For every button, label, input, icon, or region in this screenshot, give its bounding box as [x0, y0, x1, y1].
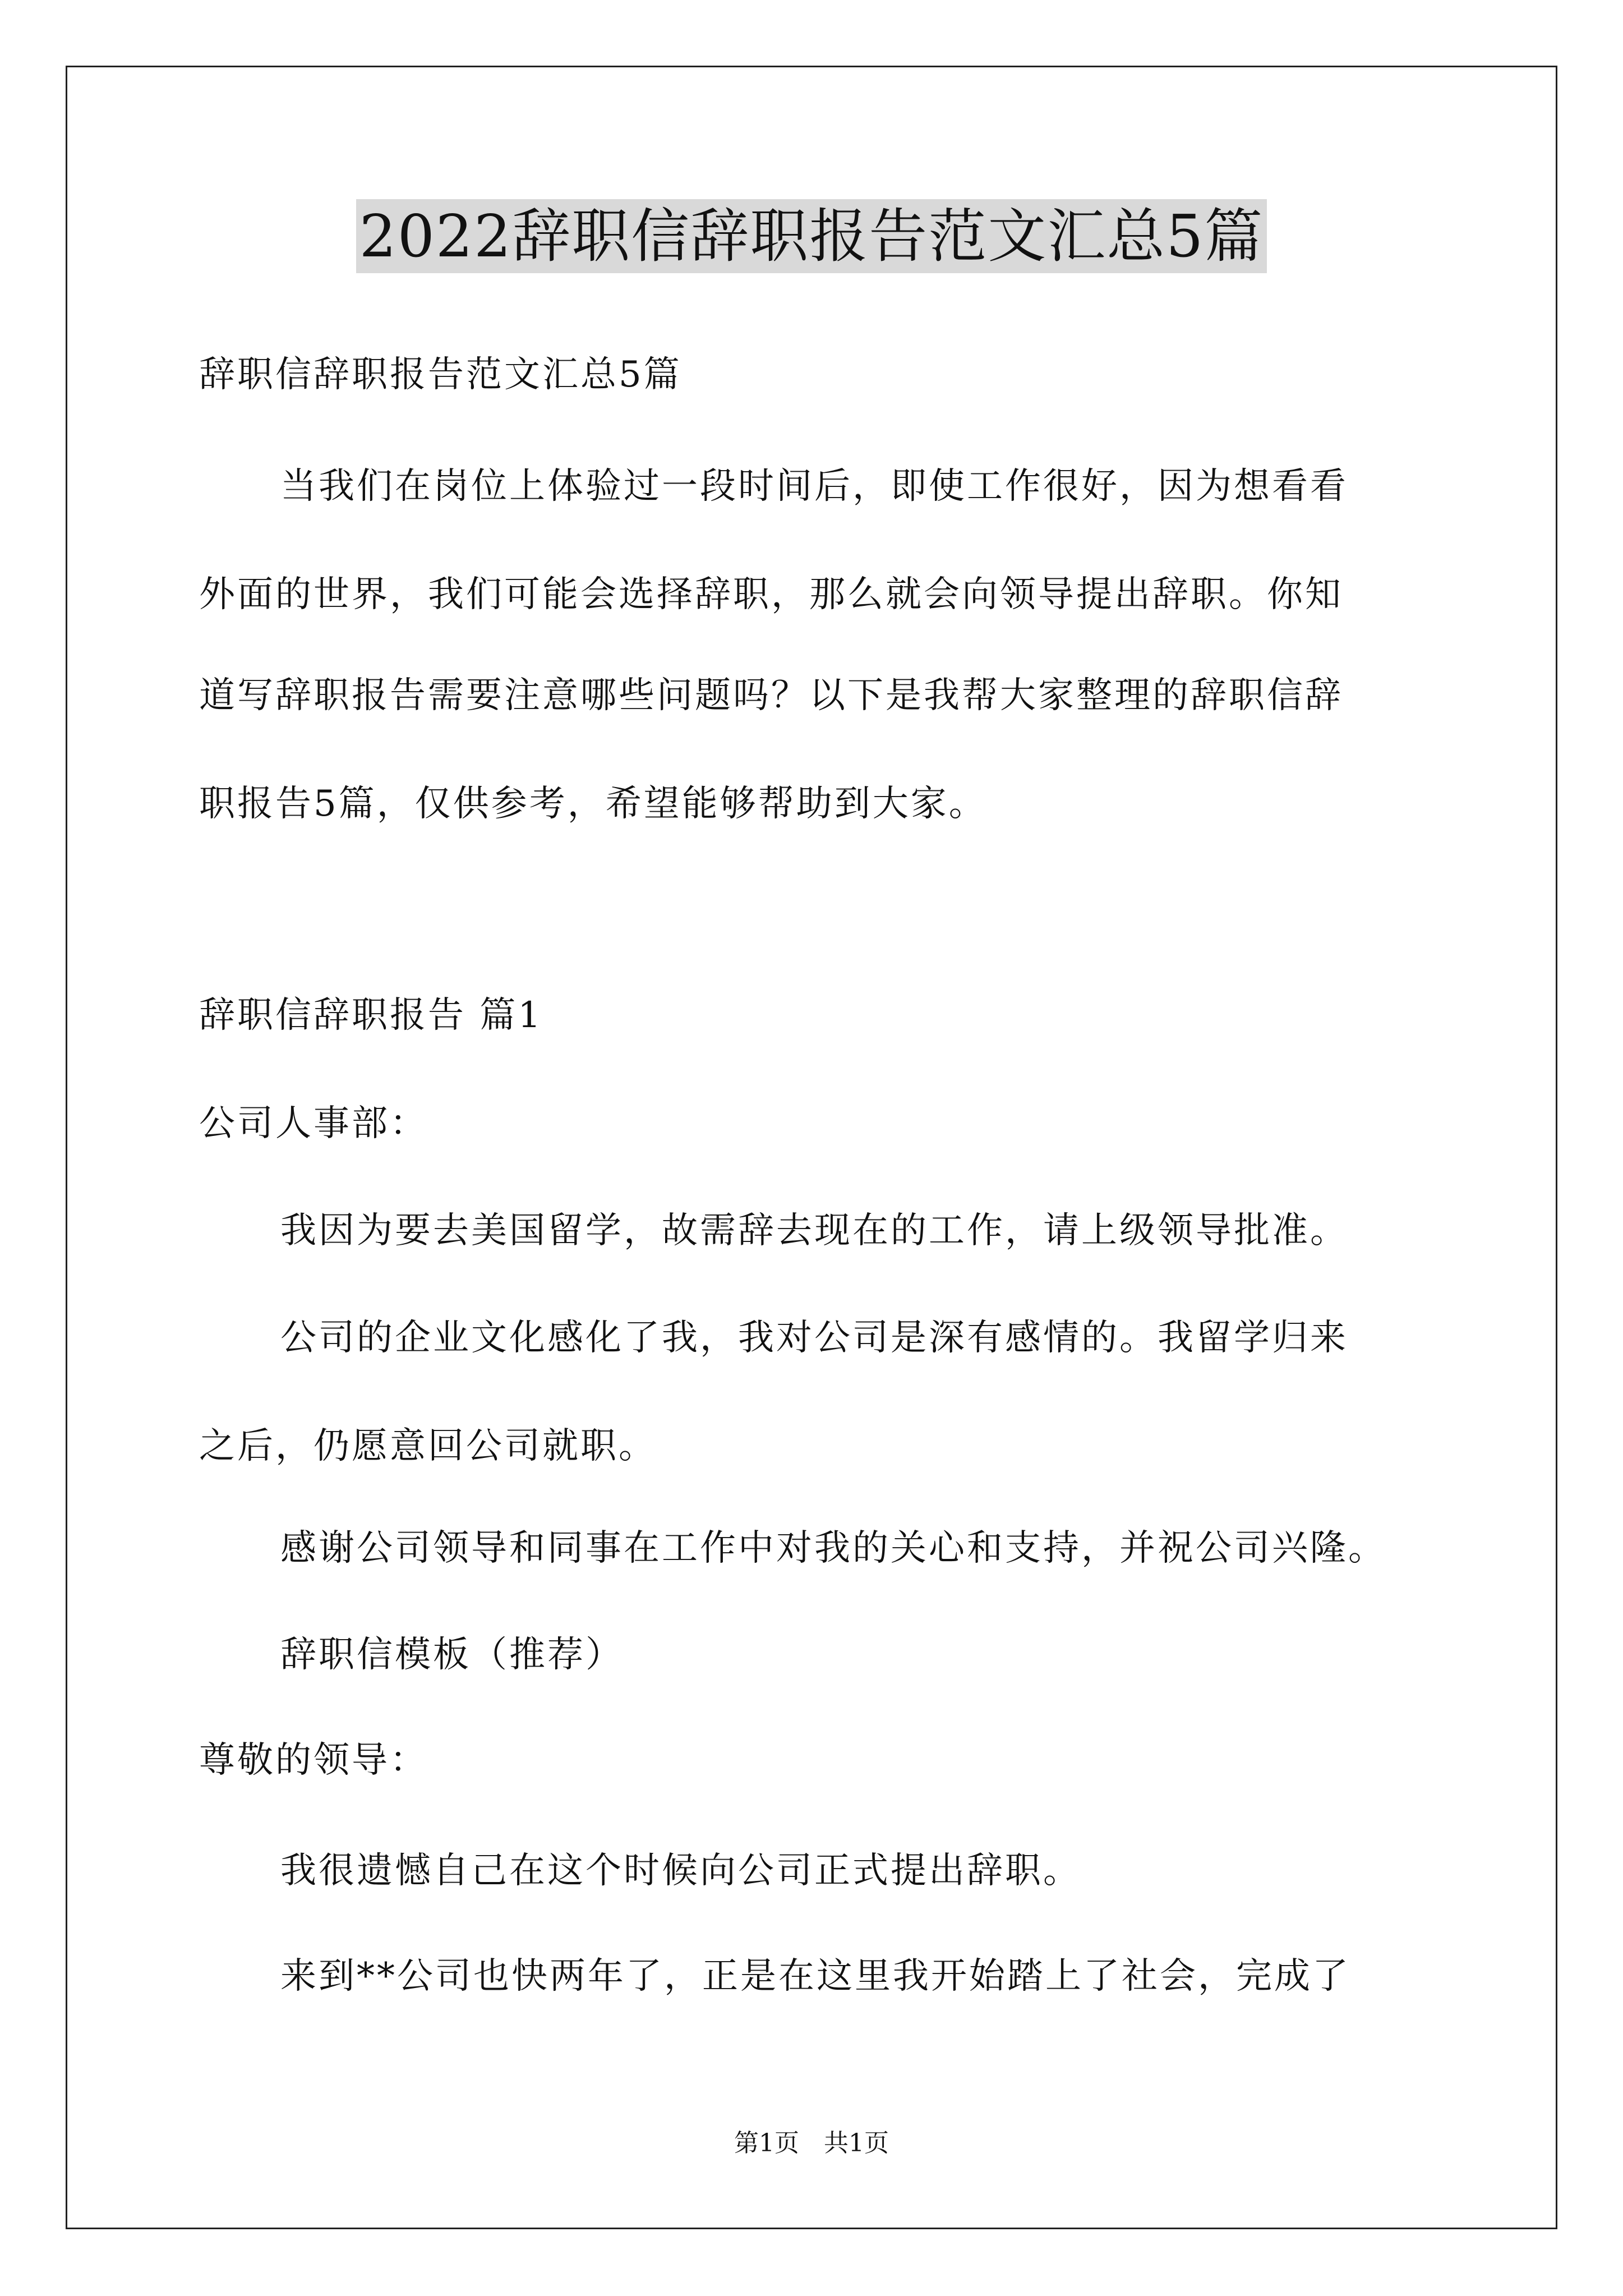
paragraph-line: 感谢公司领导和同事在工作中对我的关心和支持，并祝公司兴隆。 — [280, 1527, 1386, 1569]
salutation-line: 公司人事部： — [199, 1103, 428, 1144]
page-footer: 第1页 共1页 — [734, 2129, 889, 2157]
title-container — [0, 199, 1623, 273]
paragraph-line: 之后，仍愿意回公司就职。 — [199, 1425, 657, 1467]
salutation-line: 尊敬的领导： — [199, 1740, 428, 1781]
section-heading: 辞职信辞职报告 篇1 — [199, 995, 543, 1036]
paragraph-line: 外面的世界，我们可能会选择辞职，那么就会向领导提出辞职。你知 — [199, 574, 1343, 615]
paragraph-line: 我因为要去美国留学，故需辞去现在的工作，请上级领导批准。 — [280, 1210, 1348, 1251]
subheading-line: 辞职信模板（推荐） — [280, 1634, 624, 1676]
paragraph-line: 来到**公司也快两年了，正是在这里我开始踏上了社会，完成了 — [280, 1955, 1350, 1997]
subtitle-line: 辞职信辞职报告范文汇总5篇 — [199, 354, 682, 395]
paragraph-line: 道写辞职报告需要注意哪些问题吗？以下是我帮大家整理的辞职信辞 — [199, 675, 1343, 716]
document-title: 2022辞职信辞职报告范文汇总5篇 — [356, 199, 1267, 273]
paragraph-line: 职报告5篇，仅供参考，希望能够帮助到大家。 — [199, 783, 987, 825]
paragraph-line: 公司的企业文化感化了我，我对公司是深有感情的。我留学归来 — [280, 1317, 1348, 1359]
paragraph-line: 我很遗憾自己在这个时候向公司正式提出辞职。 — [280, 1850, 1081, 1892]
paragraph-line: 当我们在岗位上体验过一段时间后，即使工作很好，因为想看看 — [280, 466, 1348, 507]
